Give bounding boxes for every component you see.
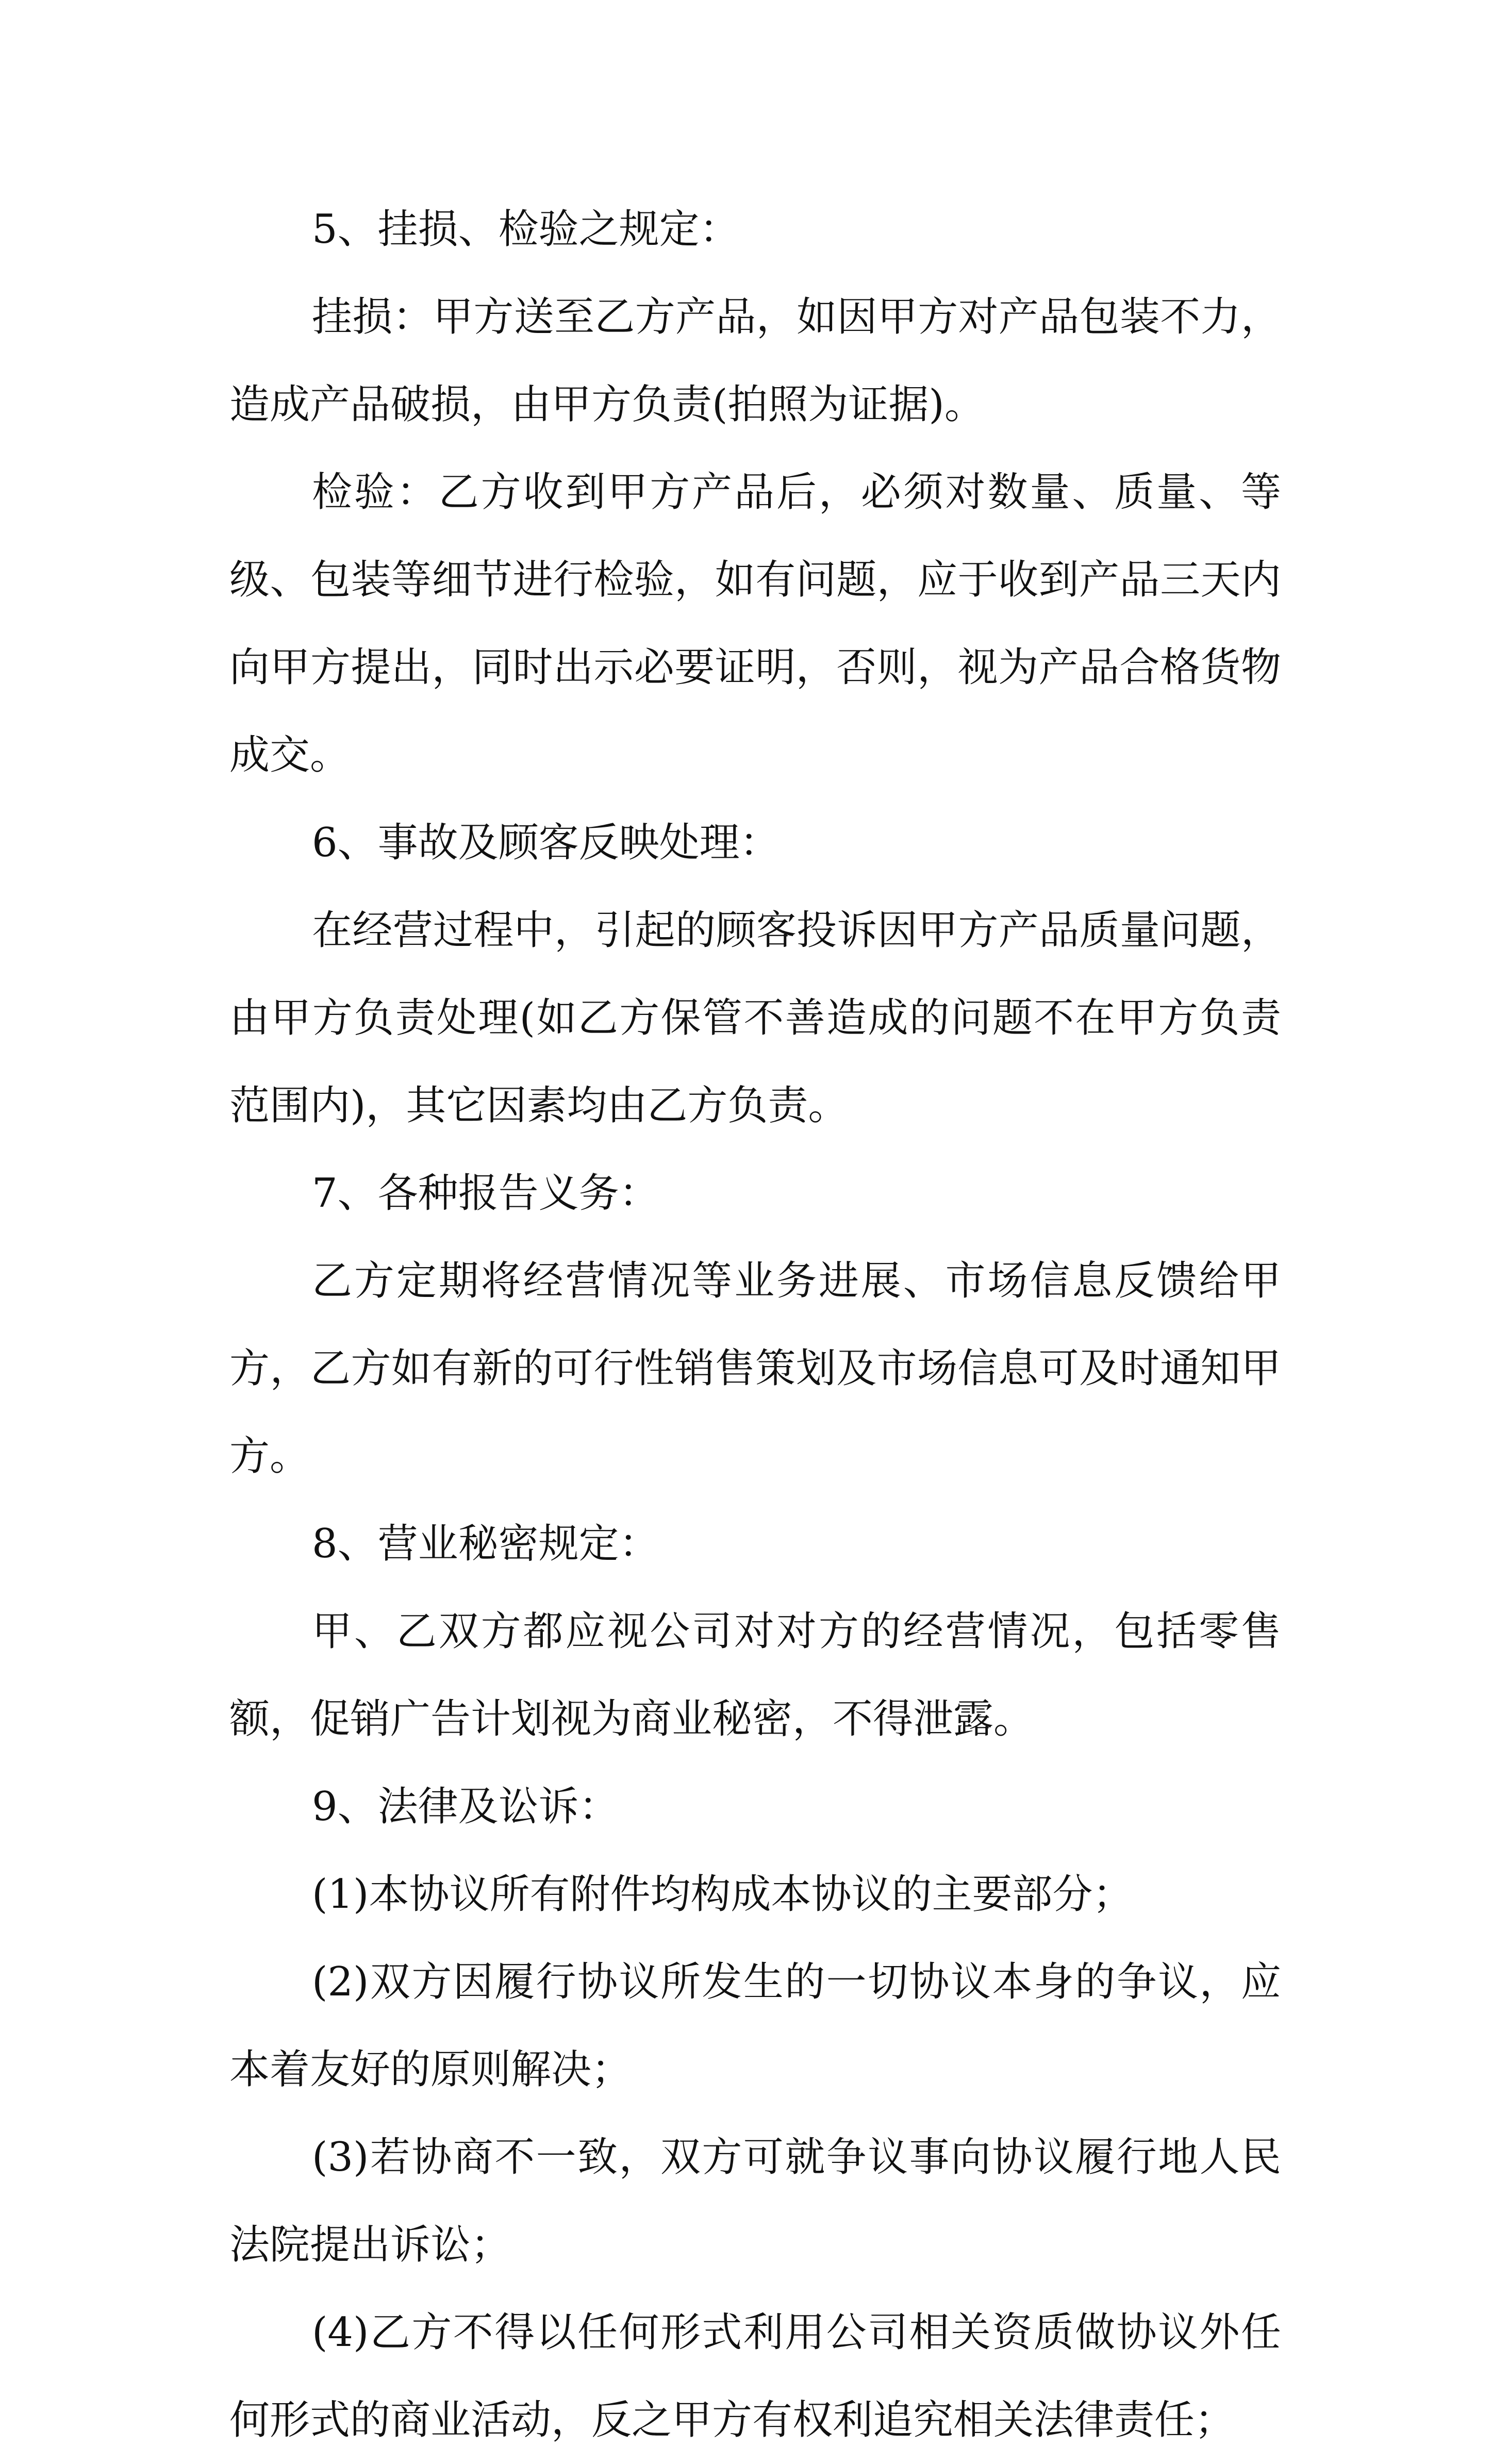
paragraph-complaints: 在经营过程中，引起的顾客投诉因甲方产品质量问题，由甲方负责处理(如乙方保管不善造成的问题不在甲方负责范围内)，其它因素均由乙方负责。 — [229, 907, 1281, 1129]
document-body — [229, 186, 1281, 2464]
list-item-1: (1)本协议所有附件均构成本协议的主要部分； — [312, 1871, 1133, 1918]
section-heading-6: 6、事故及顾客反映处理： — [312, 820, 780, 866]
paragraph-confidentiality: 甲、乙双方都应视公司对对方的经营情况，包括零售额，促销广告计划视为商业秘密，不得泄露。 — [229, 1608, 1281, 1742]
paragraph-inspection: 检验：乙方收到甲方产品后，必须对数量、质量、等级、包装等细节进行检验，如有问题，应于收到产品三天内向甲方提出，同时出示必要证明，否则，视为产品合格货物成交。 — [229, 469, 1281, 778]
section-heading-8: 8、营业秘密规定： — [312, 1521, 659, 1567]
list-item-3: (3)若协商不一致，双方可就争议事向协议履行地人民法院提出诉讼； — [229, 2134, 1281, 2268]
paragraph-damage: 挂损：甲方送至乙方产品，如因甲方对产品包装不力，造成产品破损，由甲方负责(拍照为证据)。 — [229, 294, 1281, 428]
section-heading-5: 5、挂损、检验之规定： — [312, 206, 740, 253]
section-heading-9: 9、法律及讼诉： — [312, 1784, 619, 1830]
paragraph-reporting: 乙方定期将经营情况等业务进展、市场信息反馈给甲方，乙方如有新的可行性销售策划及市场信息可及时通知甲方。 — [229, 1258, 1281, 1479]
list-item-2: (2)双方因履行协议所发生的一切协议本身的争议，应本着友好的原则解决； — [229, 1959, 1281, 2093]
list-item-4: (4)乙方不得以任何形式利用公司相关资质做协议外任何形式的商业活动，反之甲方有权利追究相关法律责任； — [229, 2309, 1281, 2443]
section-heading-7: 7、各种报告义务： — [312, 1170, 659, 1217]
